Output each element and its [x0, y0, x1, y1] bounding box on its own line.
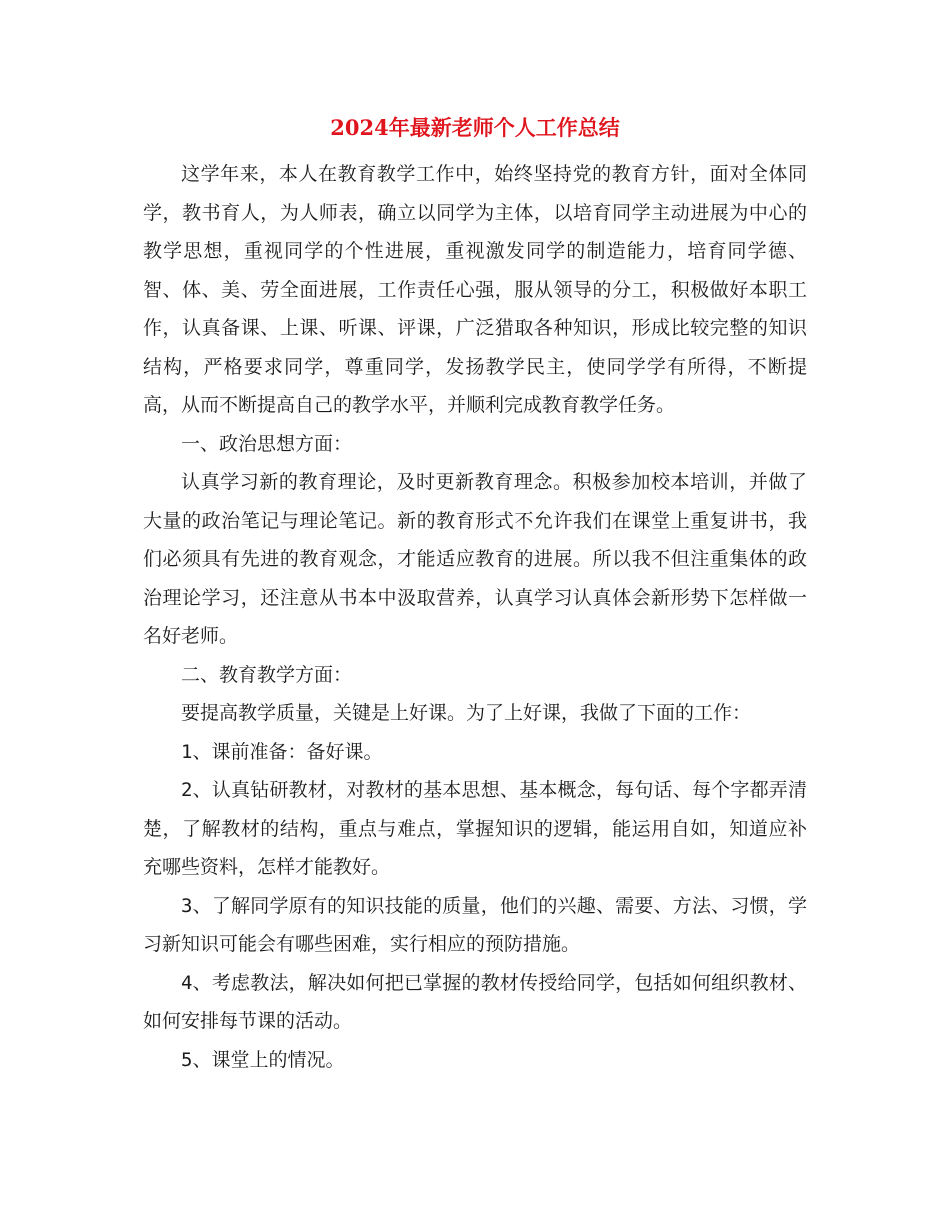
document-title: 2024年最新老师个人工作总结	[330, 115, 620, 140]
section-heading-politics: 一、政治思想方面：	[181, 432, 353, 455]
teaching-paragraph: 要提高教学质量，关键是上好课。为了上好课，我做了下面的工作：	[181, 702, 752, 724]
document-body	[143, 155, 807, 1079]
list-item-2: 2、认真钻研教材，对教材的基本思想、基本概念，每句话、每个字都弄清楚，了解教材的结构，重点与难点，掌握知识的逻辑，能运用自如，知道应补充哪些资料，怎样才能教好。	[143, 779, 807, 878]
list-item-4: 4、考虑教法，解决如何把已掌握的教材传授给同学，包括如何组织教材、如何安排每节课的活动。	[143, 971, 807, 1032]
list-item-5: 5、课堂上的情况。	[181, 1048, 345, 1071]
section-heading-teaching: 二、教育教学方面：	[181, 663, 353, 686]
intro-paragraph: 这学年来，本人在教育教学工作中，始终坚持党的教育方针，面对全体同学，教书育人，为人师表，确立以同学为主体，以培育同学主动进展为中心的教学思想，重视同学的个性进展，重视激发同学的制造能力，培育同学德、智、体、美、劳全面进展，工作责任心强，服从领导的分工，积极做好本职工作，认真备课、上课、听课、评课，广泛猎取各种知识，形成比较完整的知识结构，严格要求同学，尊重同学，发扬教学民主，使同学学有所得，不断提高，从而不断提高自己的教学水平，并顺利完成教育教学任务。	[143, 163, 807, 416]
list-item-3: 3、了解同学原有的知识技能的质量，他们的兴趣、需要、方法、习惯，学习新知识可能会有哪些困难，实行相应的预防措施。	[143, 894, 807, 955]
list-item-1: 1、课前准备：备好课。	[181, 740, 383, 763]
politics-paragraph: 认真学习新的教育理论，及时更新教育理念。积极参加校本培训，并做了大量的政治笔记与理论笔记。新的教育形式不允许我们在课堂上重复讲书，我们必须具有先进的教育观念，才能适应教育的进展。所以我不但注重集体的政治理论学习，还注意从书本中汲取营养，认真学习认真体会新形势下怎样做一名好老师。	[143, 471, 807, 647]
